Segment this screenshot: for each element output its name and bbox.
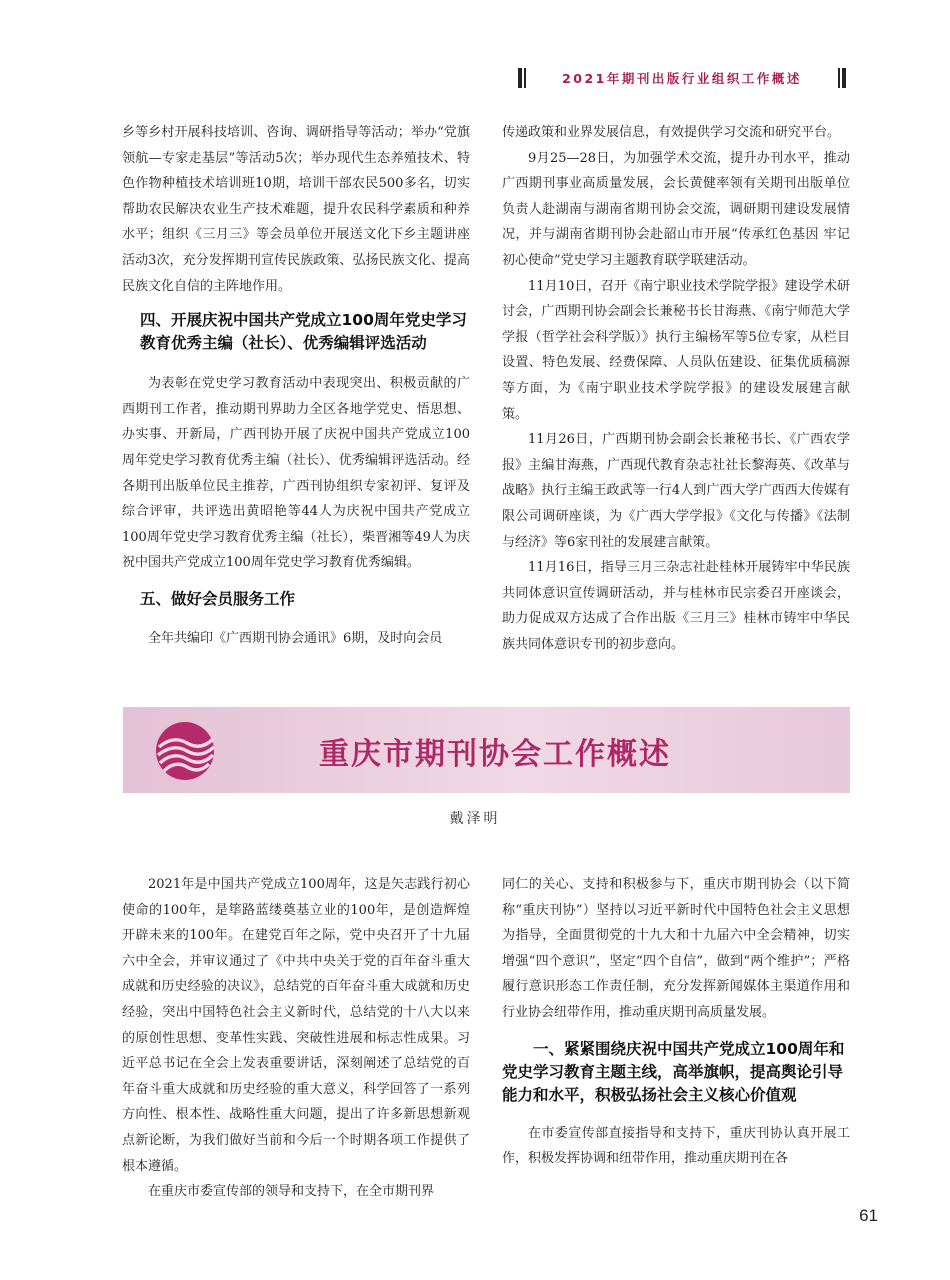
- paragraph: 同仁的关心、支持和积极参与下，重庆市期刊协会（以下简称“重庆刊协”）坚持以习近平新时代中国特色社会主义思想为指导，全面贯彻党的十九大和十九届六中全会精神，切实增强“四个意识”，坚定“四个自信”，做到“两个维护”；严格履行意识形态工作责任制，充分发挥新闻媒体主渠道作用和行业协会纽带作用，推动重庆期刊高质量发展。: [502, 877, 850, 1020]
- page-number: 61: [859, 1206, 878, 1225]
- paragraph: 全年共编印《广西期刊协会通讯》6期，及时向会员: [148, 630, 443, 646]
- top-right-column: [502, 120, 850, 657]
- running-head-bar-right-thin: [838, 68, 840, 88]
- paragraph: 2021年是中国共产党成立100周年，这是矢志践行初心使命的100年，是筚路蓝缕奠基立业的100年，是创造辉煌开辟未来的100年。在建党百年之际，党中央召开了十九届六中全会，并审议通过了《中共中央关于党的百年奋斗重大成就和历史经验的决议》，总结党的百年奋斗重大成就和历史经验，突出中国特色社会主义新时代，总结党的十八大以来的原创性思想、变革性实践、突破性进展和标志性成果。习近平总书记在全会上发表重要讲话，深刻阐述了总结党的百年奋斗重大成就和历史经验的重大意义，科学回答了一系列方向性、根本性、战略性重大问题，提出了许多新思想新观点新论断，为我们做好当前和今后一个时期各项工作提供了根本遵循。: [122, 877, 470, 1174]
- article-author: 戴泽明: [449, 811, 501, 827]
- paragraph: 在市委宣传部直接指导和支持下，重庆刊协认真开展工作，积极发挥协调和纽带作用，推动重庆期刊在各: [502, 1125, 850, 1167]
- section-heading-5: 五、做好会员服务工作: [140, 589, 296, 608]
- paragraph: 9月25—28日，为加强学术交流，提升办刊水平，推动广西期刊事业高质量发展，会长黄健率领有关期刊出版单位负责人赴湖南与湖南省期刊协会交流，调研期刊建设发展情况，并与湖南省期刊协会赴韶山市开展“传承红色基因 牢记初心使命”党史学习主题教育联学联建活动。: [502, 150, 850, 268]
- running-head: [514, 68, 850, 88]
- article-title: 重庆市期刊协会工作概述: [319, 737, 671, 772]
- article-title-banner: [123, 707, 850, 793]
- paragraph: 11月16日，指导三月三杂志社赴桂林开展铸牢中华民族共同体意识宣传调研活动，并与桂林市民宗委召开座谈会，助力促成双方达成了合作出版《三月三》桂林市铸牢中华民族共同体意识专刊的初步意向。: [502, 560, 850, 652]
- running-head-bar-left-thin: [524, 68, 526, 88]
- paragraph: 在重庆市委宣传部的领导和支持下，在全市期刊界: [148, 1184, 435, 1200]
- running-head-bar-left: [518, 68, 522, 88]
- section-heading-4: 四、开展庆祝中国共产党成立100周年党史学习教育优秀主编（社长）、优秀编辑评选活动: [140, 311, 467, 353]
- paragraph: 11月10日，召开《南宁职业技术学院学报》建设学术研讨会，广西期刊协会副会长兼秘书长甘海燕、《南宁师范大学学报（哲学社会科学版）》执行主编杨军等5位专家，从栏目设置、特色发展、经费保障、人员队伍建设、征集优质稿源等方面，为《南宁职业技术学院学报》的建设发展建言献策。: [502, 278, 850, 422]
- section-heading-1: 一、紧紧围绕庆祝中国共产党成立100周年和党史学习教育主题主线，高举旗帜，提高舆论引导能力和水平，积极弘扬社会主义核心价值观: [502, 1039, 845, 1104]
- paragraph: 传递政策和业界发展信息，有效提供学习交流和研究平台。: [502, 125, 841, 140]
- running-head-bar-right: [842, 68, 846, 88]
- paragraph: 为表彰在党史学习教育活动中表现突出、积极贡献的广西期刊工作者，推动期刊界助力全区各地学党史、悟思想、办实事、开新局，广西刊协开展了庆祝中国共产党成立100周年党史学习教育优秀主编（社长）、优秀编辑评选活动。经各期刊出版单位民主推荐，广西刊协组织专家初评、复评及综合评审，共评选出黄昭艳等44人为庆祝中国共产党成立100周年党史学习教育优秀主编（社长），柴晋湘等49人为庆祝中国共产党成立100周年党史学习教育优秀编辑。: [122, 376, 470, 571]
- paragraph: 乡等乡村开展科技培训、咨询、调研指导等活动；举办“党旗领航—专家走基层”等活动5次；举办现代生态养殖技术、特色作物种植技术培训班10期，培训干部农民500多名，切实帮助农民解决农业生产技术难题，提升农民科学素质和种养水平；组织《三月三》等会员单位开展送文化下乡主题讲座活动3次，充分发挥期刊宣传民族政策、弘扬民族文化、提高民族文化自信的主阵地作用。: [122, 125, 470, 294]
- wave-logo-icon: [155, 721, 215, 781]
- bottom-left-column: [122, 872, 470, 1205]
- paragraph: 11月26日，广西期刊协会副会长兼秘书长、《广西农学报》主编甘海燕，广西现代教育杂志社社长黎海英、《改革与战略》执行主编王政武等一行4人到广西大学广西西大传媒有限公司调研座谈，为《广西大学学报》《文化与传播》《法制与经济》等6家刊社的发展建言献策。: [502, 432, 850, 550]
- top-left-column: [122, 120, 470, 652]
- running-head-title: 2021年期刊出版行业组织工作概述: [562, 71, 802, 86]
- bottom-right-column: [502, 872, 850, 1172]
